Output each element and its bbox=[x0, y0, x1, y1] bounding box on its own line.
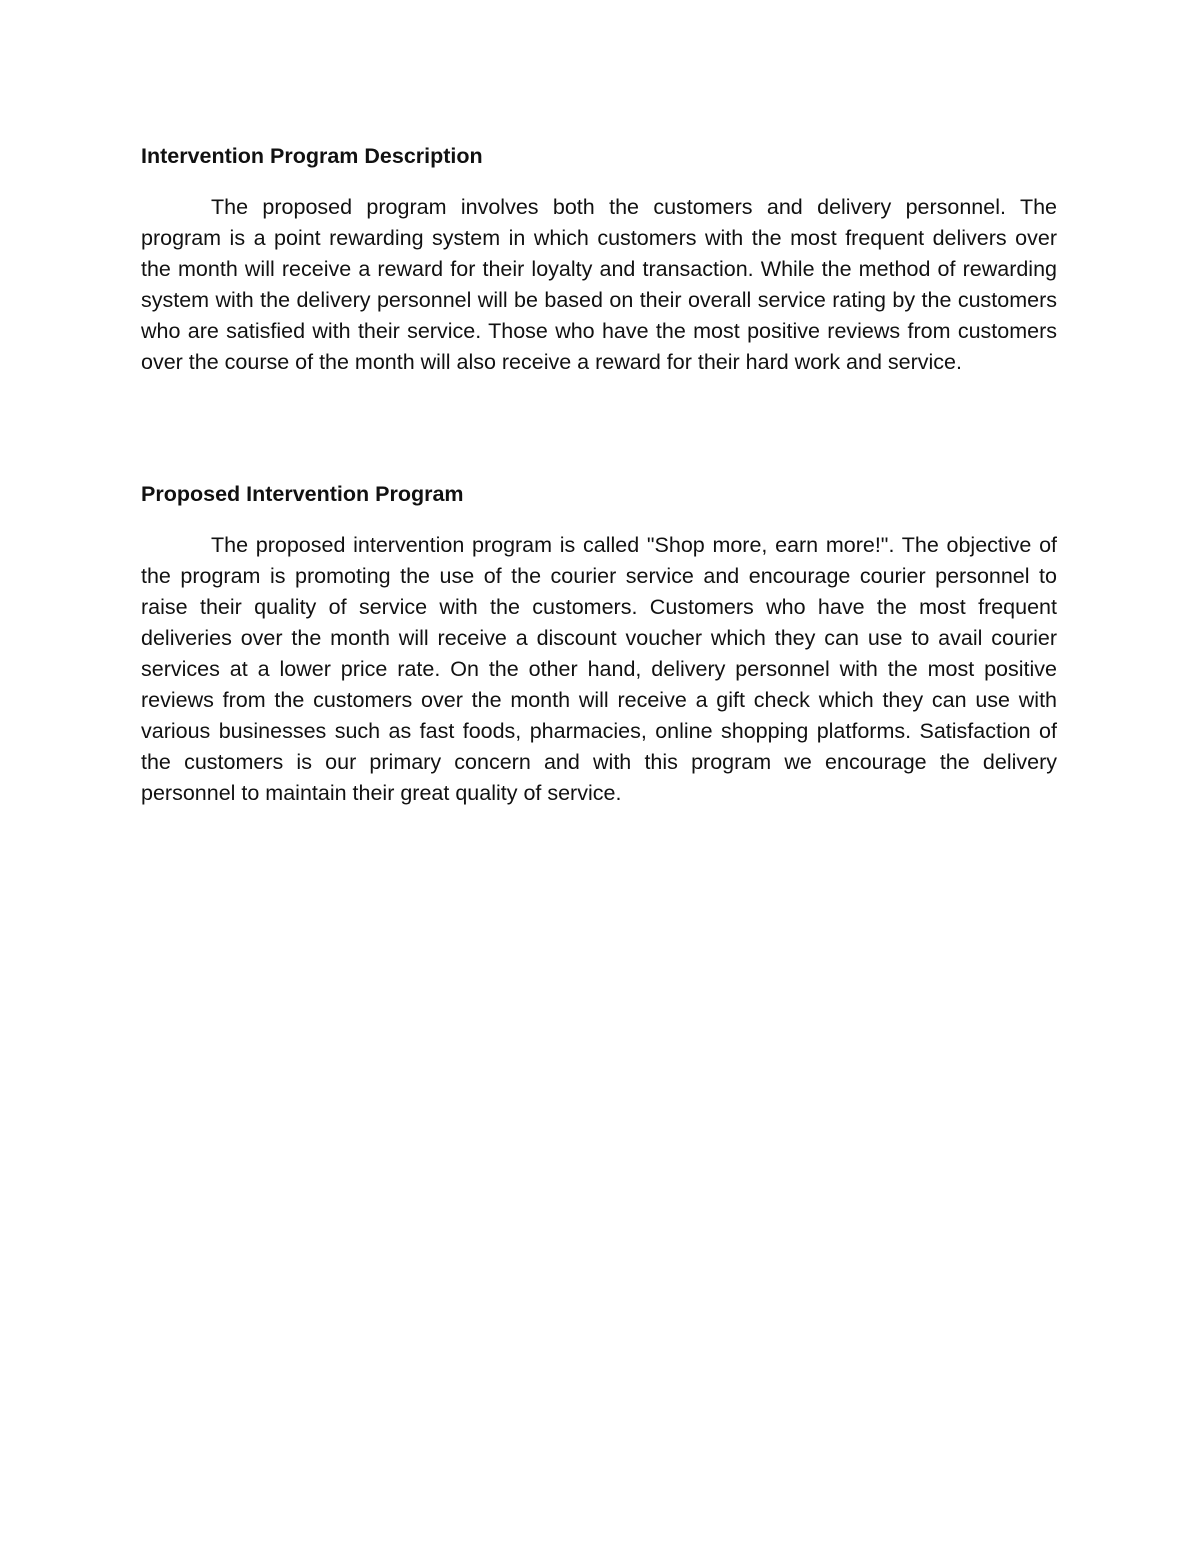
section-paragraph: The proposed intervention program is called "Shop more, earn more!". The objective of the program is promoting the use of the courier service and encourage courier personnel to raise their quality of service with the customers. Customers who have the most frequent deliveries over the month will receive a discount voucher which they can use to avail courier services at a lower price rate. On the other hand, delivery personnel with the most positive reviews from the customers over the month will receive a gift check which they can use with various businesses such as fast foods, pharmacies, online shopping platforms. Satisfaction of the customers is our primary concern and with this program we encourage the delivery personnel to maintain their great quality of service. bbox=[141, 533, 1057, 805]
section-proposed-intervention-program bbox=[141, 479, 1057, 809]
section-intervention-program-description bbox=[141, 141, 1057, 378]
section-paragraph: The proposed program involves both the customers and delivery personnel. The program is a point rewarding system in which customers with the most frequent delivers over the month will receive a reward for their loyalty and transaction. While the method of rewarding system with the delivery personnel will be based on their overall service rating by the customers who are satisfied with their service. Those who have the most positive reviews from customers over the course of the month will also receive a reward for their hard work and service. bbox=[141, 195, 1057, 374]
section-heading: Intervention Program Description bbox=[141, 144, 483, 168]
section-heading: Proposed Intervention Program bbox=[141, 482, 464, 506]
